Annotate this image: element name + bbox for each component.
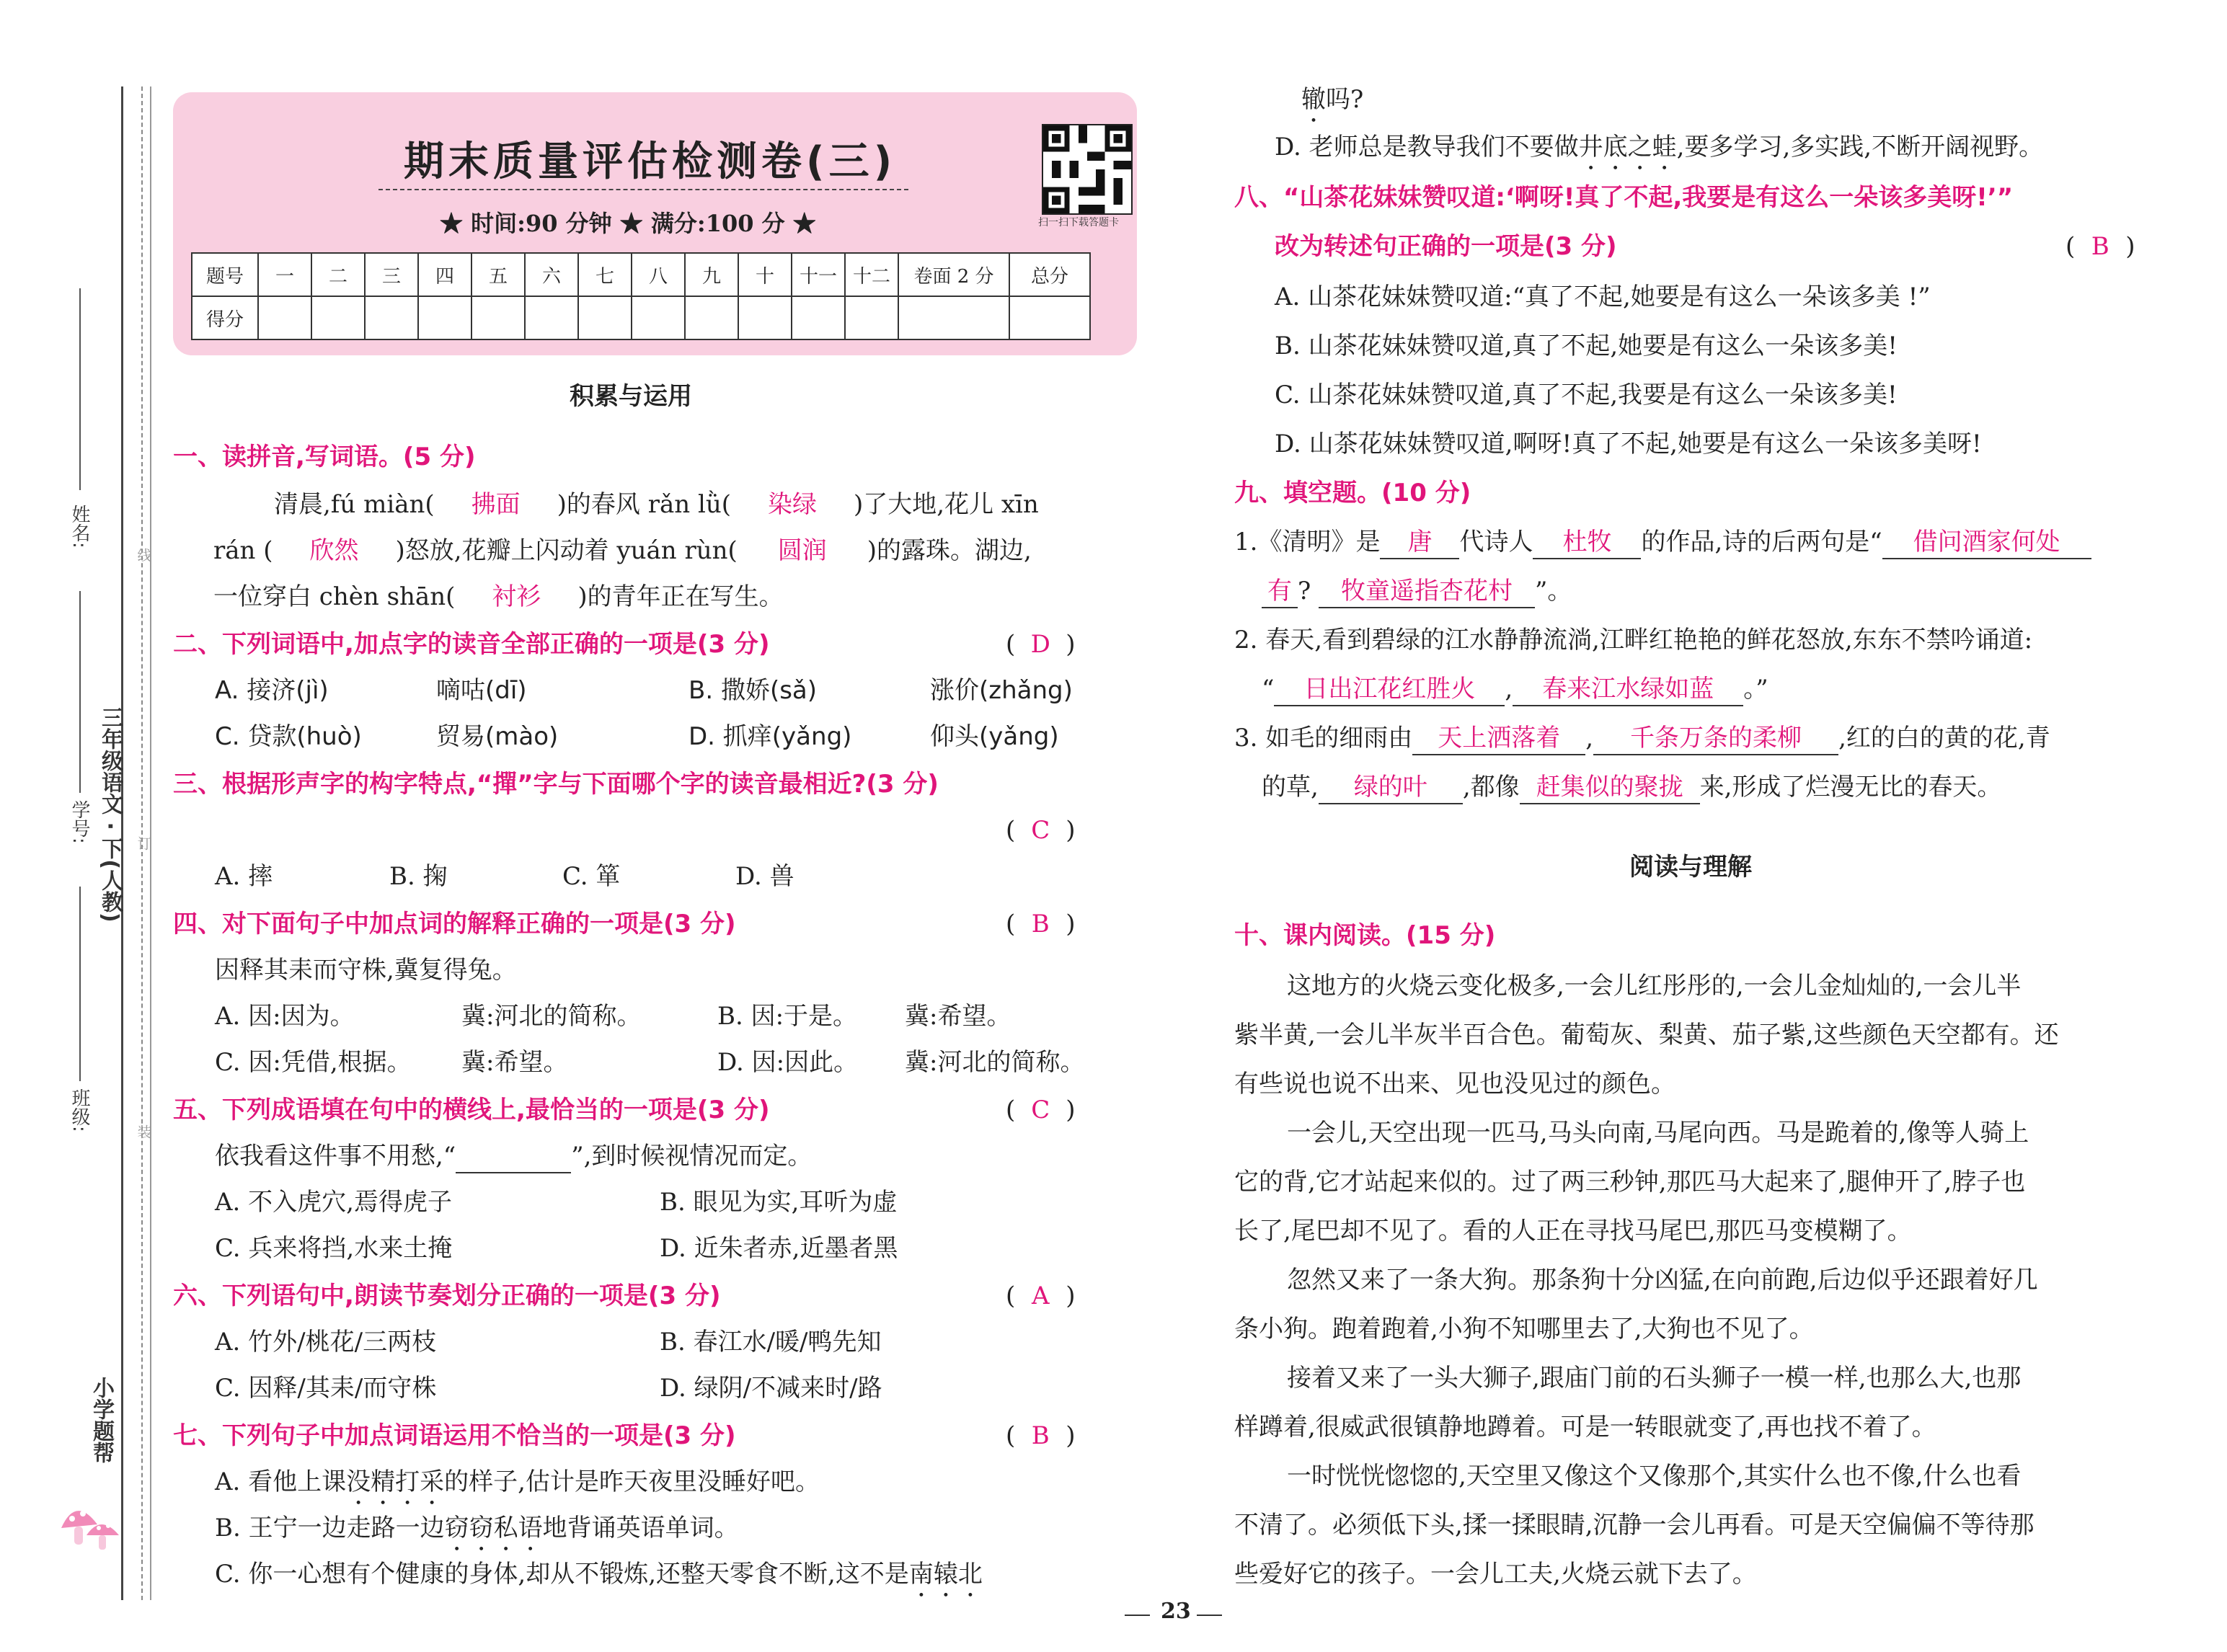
text: ,	[1585, 724, 1594, 752]
name-blank	[79, 288, 81, 490]
score-cell: 十	[738, 253, 792, 296]
score-cell: 七	[578, 253, 632, 296]
q2-C1: C. 贷款(huò)	[215, 722, 362, 751]
score-row-values	[192, 296, 1090, 339]
q9-blank: 有	[1262, 575, 1298, 608]
q4-B2: 冀:希望。	[905, 1002, 1011, 1031]
q6-title: 六、下列语句中,朗读节奏划分正确的一项是(3 分)	[173, 1282, 721, 1310]
score-row-header	[192, 253, 1090, 296]
q8-B: B. 山茶花妹妹赞叹道,真了不起,她要是有这么一朵该多美!	[1275, 332, 1898, 360]
q4-C1: C. 因:凭借,根据。	[215, 1048, 412, 1077]
q3-answer-box: ( C )	[1006, 816, 1076, 845]
text: 1.《清明》是	[1234, 528, 1381, 556]
q9-blank: 杜牧	[1533, 526, 1641, 559]
q7-D	[1275, 131, 2043, 176]
footer-dash-right	[1197, 1615, 1222, 1616]
class-blank	[79, 887, 81, 1081]
q2-answer-box: ( D )	[1006, 630, 1076, 659]
q2-title: 二、下列词语中,加点字的读音全部正确的一项是(3 分)	[173, 630, 770, 659]
text: 地背诵英语单词。	[542, 1514, 739, 1542]
q8-title-1: 八、“山茶花妹妹赞叹道:‘啊呀!真了不起,我要是有这么一朵该多美呀!’”	[1234, 183, 2014, 212]
text: 来,形成了烂漫无比的春天。	[1699, 773, 2002, 801]
passage-line: 条小狗。跑着跑着,小狗不知哪里去了,大狗也不见了。	[1234, 1315, 1814, 1344]
q8-answer-box: ( B )	[2066, 232, 2135, 261]
text: ,都像	[1462, 773, 1520, 801]
dotted-word: 井底之蛙	[1578, 133, 1677, 161]
passage-line: 长了,尾巴却不见了。看的人正在寻找马尾巴,那匹马变模糊了。	[1234, 1217, 1912, 1245]
q6-D: D. 绿阴/不减来时/路	[660, 1374, 882, 1403]
q4-title: 四、对下面句子中加点词的解释正确的一项是(3 分)	[173, 910, 736, 938]
text: 的样子,估计是昨天夜里没睡好吧。	[444, 1467, 820, 1496]
text: )了大地,花儿 xīn	[854, 490, 1039, 519]
q4-A1: A. 因:因为。	[215, 1002, 355, 1031]
answer: 圆润	[777, 536, 827, 565]
passage-line: 接着又来了一头大狮子,跟庙门前的石头狮子一模一样,也那么大,也那	[1287, 1364, 2022, 1393]
score-input[interactable]	[418, 296, 471, 339]
score-input[interactable]	[738, 296, 792, 339]
q7-A	[215, 1466, 820, 1511]
text: rán (	[213, 536, 273, 565]
text: ?	[1298, 577, 1311, 605]
q3-B: B. 掬	[389, 862, 448, 891]
q5-D: D. 近朱者赤,近墨者黑	[660, 1234, 898, 1263]
q9-blank: 牧童遥指杏花村	[1319, 575, 1535, 608]
q9-3-line2	[1262, 771, 2001, 804]
score-cell: 九	[685, 253, 738, 296]
q10-title: 十、课内阅读。(15 分)	[1234, 921, 1496, 950]
text: ,红的白的黄的花,青	[1838, 724, 2050, 752]
text: )的春风 rǎn lǜ(	[557, 490, 731, 519]
id-label: 学号:	[68, 800, 90, 844]
q3-title: 三、根据形声字的构字特点,“撣”字与下面哪个字的读音最相近?(3 分)	[173, 770, 939, 799]
passage-line: 一时恍恍惚惚的,天空里又像这个又像那个,其实什么也不像,什么也看	[1287, 1462, 2022, 1491]
q5-C: C. 兵来将挡,水来土掩	[215, 1234, 453, 1263]
score-cell: 十一	[792, 253, 845, 296]
answer: 欣然	[309, 536, 359, 565]
score-cell: 四	[418, 253, 471, 296]
answer: 染绿	[768, 490, 817, 519]
answer: 拂面	[471, 490, 521, 519]
page-number: 23	[1161, 1599, 1191, 1624]
q1-title: 一、读拼音,写词语。(5 分)	[173, 443, 476, 471]
text: )怒放,花瓣上闪动着 yuán rùn(	[395, 536, 738, 565]
score-input[interactable]	[898, 296, 1009, 339]
q3-C: C. 箪	[562, 862, 621, 891]
q7-C-continued	[1301, 84, 1363, 128]
passage-line: 这地方的火烧云变化极多,一会儿红彤彤的,一会儿金灿灿的,一会儿半	[1287, 972, 2022, 1000]
text: “	[1262, 675, 1275, 703]
text: 吗?	[1326, 85, 1364, 114]
q3-D: D. 兽	[735, 862, 794, 891]
q9-blank: 天上洒落着	[1412, 722, 1585, 755]
q4-answer: B	[1031, 910, 1050, 938]
qr-caption: 扫一扫下载答题卡	[1038, 217, 1119, 228]
q8-answer: B	[2091, 232, 2109, 261]
score-cell: 得分	[192, 296, 258, 339]
page-title: 期末质量评估检测卷(三)	[404, 138, 897, 185]
dotted-word: 辙	[1301, 85, 1326, 114]
q3-A: A. 摔	[215, 862, 273, 891]
score-table	[191, 252, 1091, 340]
text: C. 你一心想有个健康的身体,却从不锻炼,还整天零食不断,这不是	[215, 1560, 909, 1589]
q4-B1: B. 因:于是。	[717, 1002, 858, 1031]
q7-B	[215, 1512, 739, 1557]
passage-line: 一会儿,天空出现一匹马,马头向南,马尾向西。马是跪着的,像等人骑上	[1287, 1119, 2029, 1147]
text: D. 老师总是教导我们不要做	[1275, 133, 1579, 161]
q4-answer-box: ( B )	[1006, 910, 1076, 938]
score-cell: 八	[632, 253, 685, 296]
q2-C2: 贸易(mào)	[436, 722, 559, 751]
text: ”。	[1535, 577, 1572, 605]
passage-line: 些爱好它的孩子。一会儿工夫,火烧云就下去了。	[1234, 1560, 1757, 1589]
q9-blank: 唐	[1380, 526, 1459, 559]
q4-D2: 冀:河北的简称。	[905, 1048, 1085, 1077]
q5-A: A. 不入虎穴,焉得虎子	[215, 1188, 452, 1217]
class-label: 班级:	[68, 1088, 90, 1132]
q6-C: C. 因释/其耒/而守株	[215, 1374, 437, 1403]
footer-dash-left	[1125, 1615, 1150, 1616]
cut-mark-bind: 订	[135, 836, 152, 851]
text: )的青年正在写生。	[577, 582, 784, 611]
text: 代诗人	[1459, 528, 1533, 556]
q9-blank: 日出江花红胜火	[1274, 673, 1505, 706]
score-input[interactable]	[632, 296, 685, 339]
answer: 衬衫	[492, 582, 541, 611]
q6-B: B. 春江水/暖/鸭先知	[660, 1328, 882, 1356]
passage-line: 忽然又来了一条大狗。那条狗十分凶猛,在向前跑,后边似乎还跟着好几	[1287, 1266, 2038, 1294]
q1-line1	[274, 489, 1039, 520]
score-input[interactable]	[792, 296, 845, 339]
score-cell: 二	[311, 253, 365, 296]
passage-line: 有些说也说不出来、见也没见过的颜色。	[1234, 1070, 1675, 1098]
score-input[interactable]	[525, 296, 578, 339]
q6-answer-box: ( A )	[1006, 1282, 1076, 1310]
passage-line: 紫半黄,一会儿半灰半百合色。葡萄灰、梨黄、茄子紫,这些颜色天空都有。还	[1234, 1021, 2059, 1049]
text: 一位穿白 chèn shān(	[213, 582, 456, 611]
exam-info: ★ 时间:90 分钟 ★ 满分:100 分 ★	[440, 210, 816, 237]
q9-blank: 借问酒家何处	[1882, 526, 2091, 559]
text: 依我看这件事不用愁,“	[215, 1142, 456, 1171]
text: 。”	[1743, 675, 1768, 703]
text: B. 王宁一边走路一边	[215, 1514, 445, 1542]
q9-1-line2	[1262, 575, 1572, 608]
q4-C2: 冀:希望。	[461, 1048, 568, 1077]
id-blank	[79, 591, 81, 793]
q2-B1: B. 撒娇(sǎ)	[689, 676, 818, 705]
section-heading-accumulation: 积累与运用	[570, 382, 692, 411]
q5-blank[interactable]	[456, 1140, 571, 1173]
passage-line: 不清了。必须低下头,揉一揉眼睛,沉静一会儿再看。可是天空偏偏不等待那	[1234, 1511, 2035, 1540]
score-input[interactable]	[365, 296, 418, 339]
brand-label: 小学题帮	[89, 1377, 114, 1463]
score-cell: 三	[365, 253, 418, 296]
q9-2-line1: 2. 春天,看到碧绿的江水静静流淌,江畔红艳艳的鲜花怒放,东东不禁吟诵道:	[1234, 626, 2033, 654]
q9-3-line1	[1234, 722, 2050, 755]
score-cell: 六	[525, 253, 578, 296]
cut-mark-line: 线	[135, 548, 152, 562]
q9-1-line1	[1234, 526, 2091, 559]
text: A. 看他上课	[215, 1467, 347, 1496]
q5-title: 五、下列成语填在句中的横线上,最恰当的一项是(3 分)	[173, 1096, 770, 1124]
score-input[interactable]	[685, 296, 738, 339]
dotted-word: 南辕北	[908, 1560, 983, 1589]
score-input[interactable]	[258, 296, 311, 339]
q5-answer-box: ( C )	[1006, 1096, 1076, 1124]
dotted-word: 窃窃私语	[444, 1514, 543, 1542]
score-cell: 题号	[192, 253, 258, 296]
q7-C	[215, 1558, 983, 1603]
text: 的作品,诗的后两句是“	[1641, 528, 1882, 556]
q9-blank: 春来江水绿如蓝	[1513, 673, 1743, 706]
mushroom-logo	[54, 1496, 126, 1560]
text: 的草,	[1262, 773, 1319, 801]
q9-title: 九、填空题。(10 分)	[1234, 479, 1471, 507]
q2-D2: 仰头(yǎng)	[930, 722, 1059, 751]
score-cell: 总分	[1009, 253, 1090, 296]
score-input[interactable]	[1009, 296, 1090, 339]
q6-A: A. 竹外/桃花/三两枝	[215, 1328, 437, 1356]
q9-blank: 赶集似的聚拢	[1520, 771, 1700, 804]
q8-A: A. 山茶花妹妹赞叹道:“真了不起,她要是有这么一朵该多美 !”	[1275, 283, 1931, 311]
q4-sentence: 因释其耒而守株,冀复得兔。	[215, 956, 517, 985]
text: )的露珠。湖边,	[867, 536, 1032, 565]
score-cell: 卷面 2 分	[898, 253, 1009, 296]
score-input[interactable]	[578, 296, 632, 339]
q6-answer: A	[1031, 1282, 1050, 1310]
q5-answer: C	[1031, 1096, 1050, 1124]
grade-label: 三年级语文 · 下(人教)	[97, 706, 123, 923]
title-underline	[378, 189, 908, 190]
text: 清晨,fú miàn(	[274, 490, 435, 519]
section-heading-reading: 阅读与理解	[1629, 853, 1752, 881]
q1-line2	[213, 535, 1032, 567]
q2-A2: 嘀咕(dī)	[436, 676, 527, 705]
q9-blank: 绿的叶	[1319, 771, 1463, 804]
qr-code[interactable]	[1042, 124, 1133, 215]
q7-title: 七、下列句子中加点词语运用不恰当的一项是(3 分)	[173, 1421, 736, 1450]
q4-D1: D. 因:因此。	[717, 1048, 859, 1077]
score-input[interactable]	[471, 296, 525, 339]
text: ,要多学习,多实践,不断开阔视野。	[1676, 133, 2044, 161]
q2-A1: A. 接济(jì)	[215, 676, 329, 705]
score-cell: 十二	[845, 253, 898, 296]
q3-answer: C	[1031, 816, 1050, 845]
q8-C: C. 山茶花妹妹赞叹道,真了不起,我要是有这么一朵该多美!	[1275, 381, 1898, 409]
q2-answer: D	[1030, 630, 1050, 659]
q7-answer: B	[1031, 1421, 1050, 1450]
q8-D: D. 山茶花妹妹赞叹道,啊呀!真了不起,她要是有这么一朵该多美呀!	[1275, 430, 1982, 458]
passage-line: 它的背,它才站起来似的。过了两三秒钟,那匹马大起来了,腿伸开了,脖子也	[1234, 1168, 2026, 1196]
q9-2-line2	[1262, 673, 1768, 706]
q2-B2: 涨价(zhǎng)	[930, 676, 1073, 705]
score-input[interactable]	[845, 296, 898, 339]
text: ,	[1505, 675, 1513, 703]
name-label: 姓名:	[68, 505, 90, 549]
q9-blank: 千条万条的柔柳	[1593, 722, 1838, 755]
q1-line3	[213, 581, 784, 613]
score-cell: 一	[258, 253, 311, 296]
dotted-word: 没精打采	[346, 1467, 445, 1496]
q2-D1: D. 抓痒(yǎng)	[689, 722, 852, 751]
score-input[interactable]	[311, 296, 365, 339]
q7-answer-box: ( B )	[1006, 1421, 1076, 1450]
text: 3. 如毛的细雨由	[1234, 724, 1413, 752]
score-cell: 五	[471, 253, 525, 296]
q4-A2: 冀:河北的简称。	[461, 1002, 642, 1031]
passage-line: 样蹲着,很威武很镇静地蹲着。可是一转眼就变了,再也找不着了。	[1234, 1413, 1936, 1442]
q5-B: B. 眼见为实,耳听为虚	[660, 1188, 898, 1217]
text: ”,到时候视情况而定。	[571, 1142, 813, 1171]
q5-sentence	[215, 1140, 812, 1173]
cut-mark-install: 装	[135, 1124, 152, 1139]
q8-title-2: 改为转述句正确的一项是(3 分)	[1275, 232, 1617, 261]
